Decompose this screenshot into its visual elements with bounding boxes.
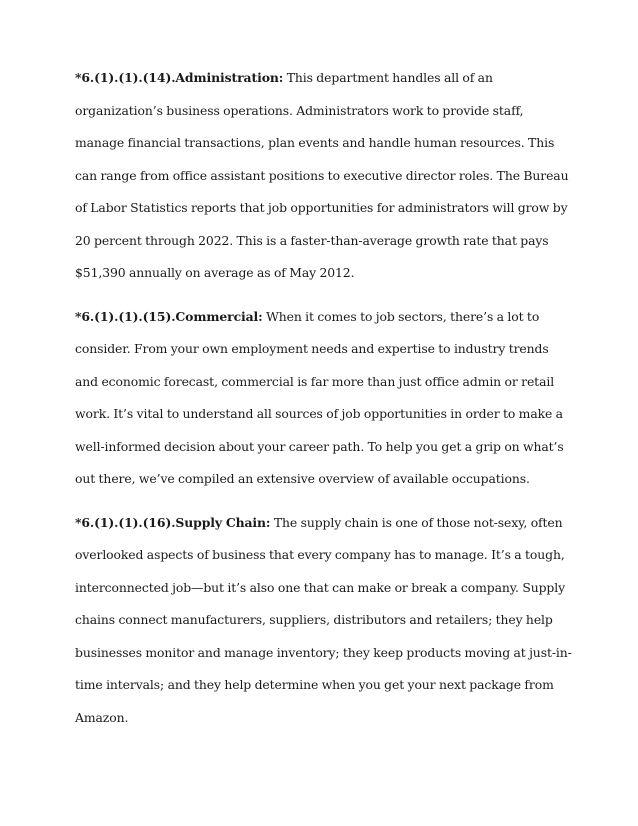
paragraph-commercial — [75, 301, 575, 496]
section-heading-administration: *6.(1).(1).(14).Administration: — [75, 70, 284, 85]
section-body-administration: This department handles all of an organization’s business operations. Administrators work to provide staff, manage financial transactions, plan events and handle human resources. This can range from office assistant positions to executive director roles. The Bureau of Labor Statistics reports that job opportunities for administrators will grow by 20 percent through 2022. This is a faster-than-average growth rate that pays $51,390 annually on average as of May 2012. — [75, 70, 569, 280]
paragraph-supply-chain — [75, 507, 575, 735]
section-body-commercial: When it comes to job sectors, there’s a lot to consider. From your own employment needs and expertise to industry trends and economic forecast, commercial is far more than just office admin or retail work. It’s vital to understand all sources of job opportunities in order to make a well-informed decision about your career path. To help you get a grip on what’s out there, we’ve compiled an extensive overview of available occupations. — [75, 308, 564, 486]
paragraph-administration — [75, 62, 575, 290]
document-page — [75, 62, 575, 745]
section-body-supply-chain: The supply chain is one of those not-sexy, often overlooked aspects of business that every company has to manage. It’s a tough, interconnected job—but it’s also one that can make or break a company. Supply chains connect manufacturers, suppliers, distributors and retailers; they help businesses monitor and manage inventory; they keep products moving at just-in-time intervals; and they help determine when you get your next package from Amazon. — [75, 514, 572, 725]
section-heading-commercial: *6.(1).(1).(15).Commercial: — [75, 308, 263, 324]
section-heading-supply-chain: *6.(1).(1).(16).Supply Chain: — [75, 514, 271, 530]
